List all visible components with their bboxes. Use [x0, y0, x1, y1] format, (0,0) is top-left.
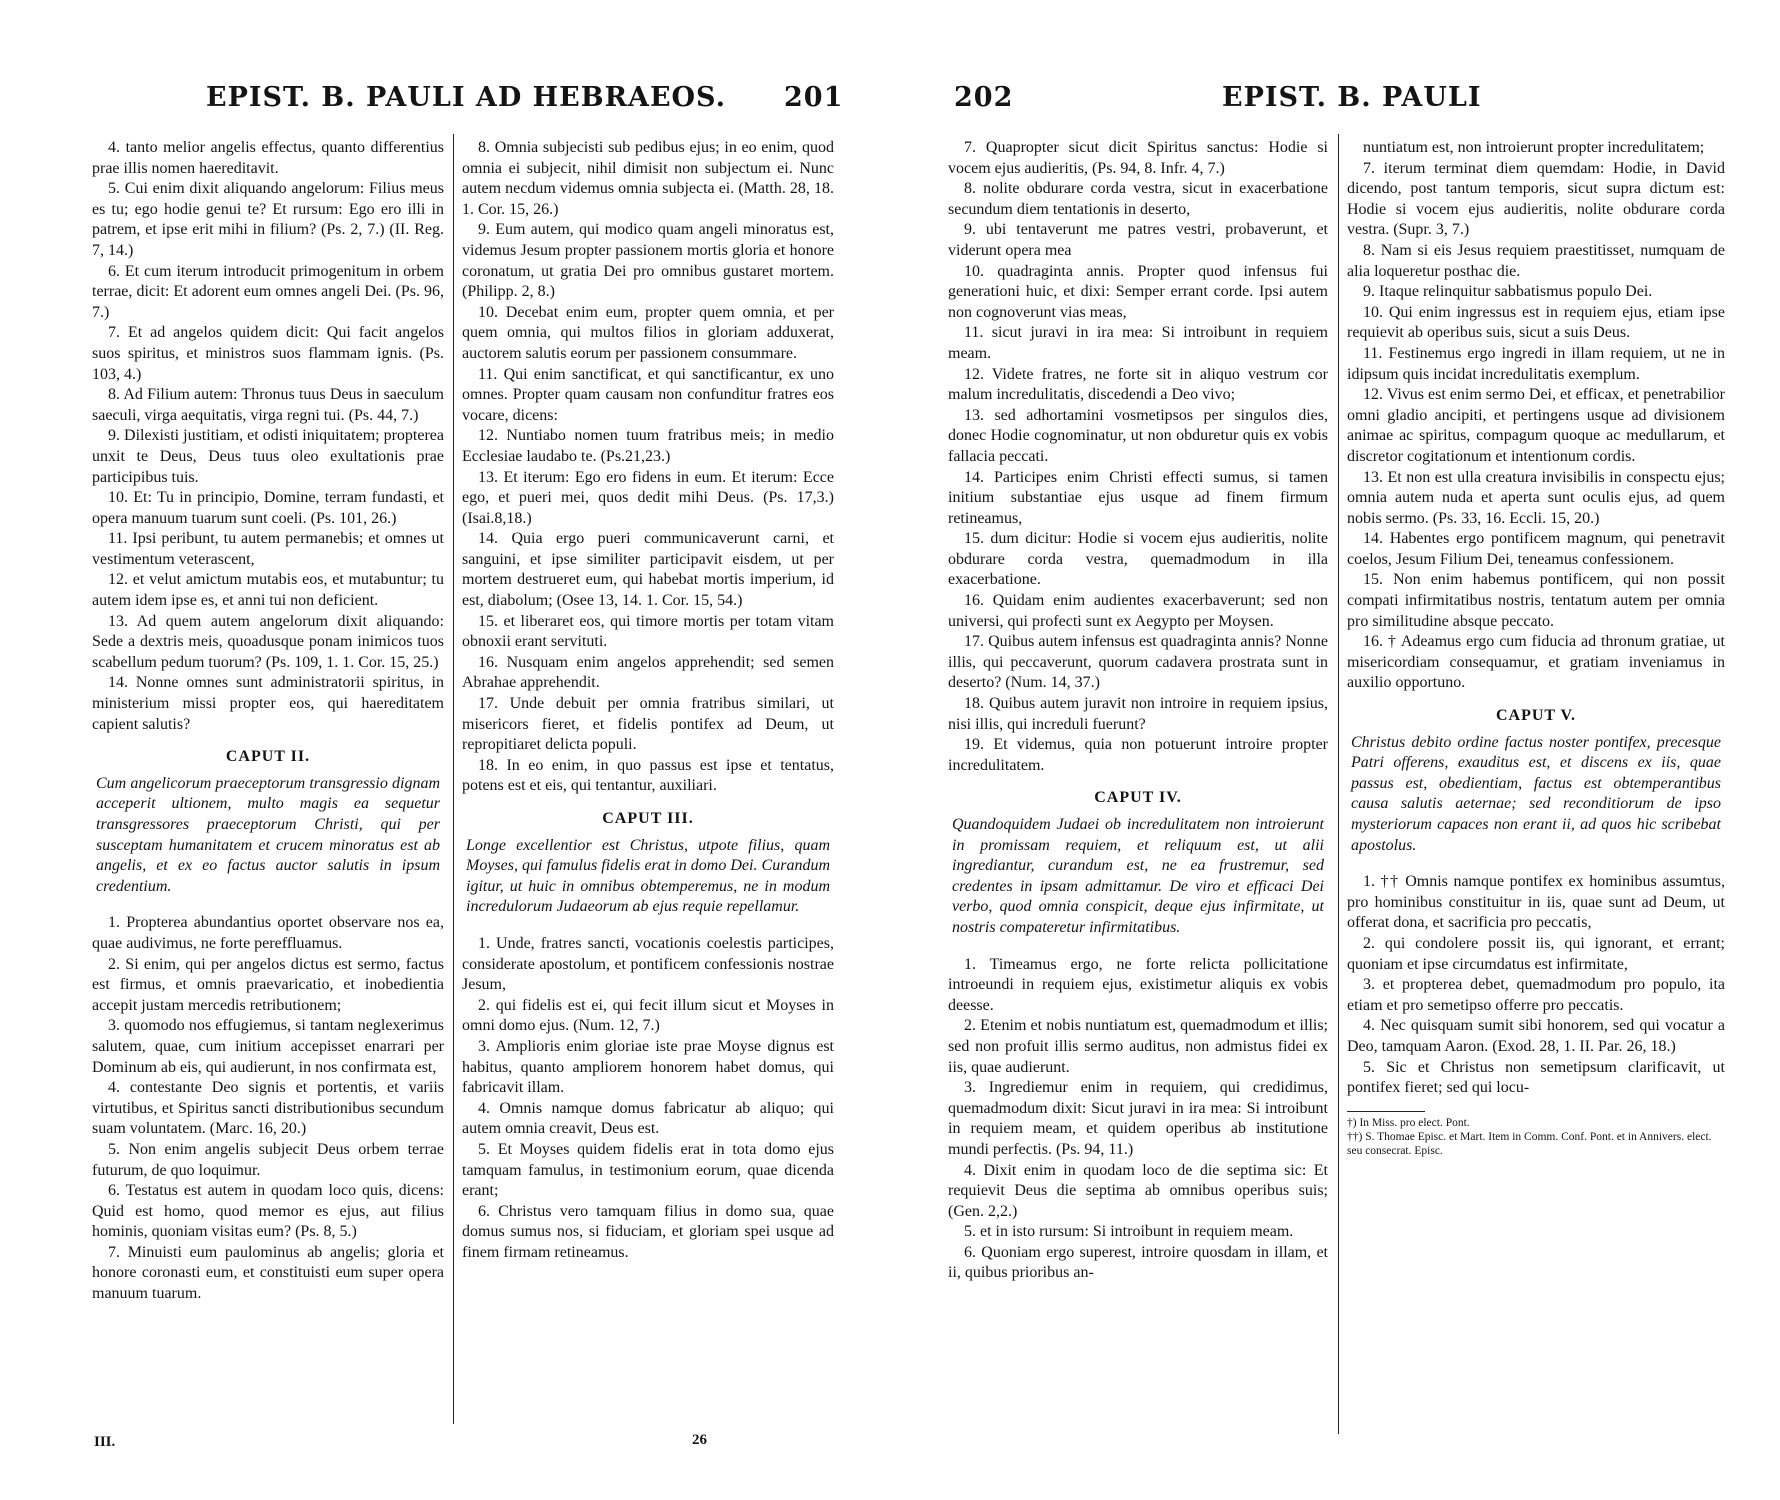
- verse: 18. Quibus autem juravit non introire in requiem ipsius, nisi illis, qui increduli fuerunt?: [948, 695, 1328, 733]
- footnote-rule: [1347, 1111, 1425, 1112]
- verse: 8. Ad Filium autem: Thronus tuus Deus in saeculum saeculi, virga aequitatis, virga regni tui. (Ps. 44, 7.): [92, 386, 444, 424]
- verse: 12. et velut amictum mutabis eos, et mutabuntur; tu autem idem ipse es, et anni tui non deficient.: [92, 571, 444, 610]
- verse-list-bottom: [92, 913, 444, 1304]
- verse: 14. Nonne omnes sunt administratorii spiritus, in ministerium missi propter eos, qui haereditatem capient salutis?: [92, 674, 444, 733]
- verse: 15. Non enim habemus pontificem, qui non possit compati infirmitatibus nostris, tentatum autem per omnia pro similitudine absque peccato.: [1347, 571, 1725, 630]
- right-page: [910, 0, 1780, 1500]
- verse: 15. dum dicitur: Hodie si vocem ejus audieritis, nolite obdurare corda vestra, quemadmodum in illa exacerbatione.: [948, 530, 1328, 589]
- verse: 3. Ingrediemur enim in requiem, qui credidimus, quemadmodum dixit: Sicut juravi in ira mea: Si introibunt in requiem meam, et quidem operibus ab institutione mundi perfectis. (Ps. 94, 11.): [948, 1079, 1328, 1158]
- page-number-202: 202: [954, 82, 1014, 113]
- verse-list-bottom: [948, 955, 1328, 1285]
- verse: 5. et in isto rursum: Si introibunt in requiem meam.: [964, 1223, 1294, 1241]
- verse: 11. Festinemus ergo ingredi in illam requiem, ut ne in idipsum quis incidat incredulitatis exemplum.: [1347, 344, 1725, 383]
- signature-mark-26: 26: [692, 1432, 707, 1448]
- verse: 2. qui condolere possit iis, qui ignorant, et errant; quoniam et ipse circumdatus est infirmitate,: [1347, 934, 1725, 973]
- verse: 9. Itaque relinquitur sabbatismus populo Dei.: [1363, 283, 1653, 301]
- verse: 16. Nusquam enim angelos apprehendit; sed semen Abrahae apprehendit.: [462, 653, 834, 692]
- verse: 13. Et iterum: Ego ero fidens in eum. Et iterum: Ecce ego, et pueri mei, quos dedit mihi Deus. (Ps. 17,3.) (Isai.8,18.): [462, 468, 834, 527]
- right-page-column-1: [948, 138, 1328, 1284]
- verse: 11. Qui enim sanctificat, et qui sanctificantur, ex uno omnes. Propter quam causam non confunditur fratres eos vocare, dicens:: [462, 365, 834, 424]
- left-page-column-1: [92, 138, 444, 1305]
- caput-heading: CAPUT IV.: [1094, 789, 1182, 807]
- left-page-column-2: [462, 138, 834, 1263]
- caput-summary: Cum angelicorum praeceptorum transgressio dignam acceperit ultionem, multo magis ea sequetur transgressores praeceptorum Christi, qui per susceptam humanitatem et crucem minoratus est ab angelis, et ex eo factus auctor salutis in ipsum credentium.: [96, 774, 440, 895]
- verse: 2. qui fidelis est ei, qui fecit illum sicut et Moyses in omni domo ejus. (Num. 12, 7.): [462, 996, 834, 1035]
- caput-summary: Quandoquidem Judaei ob incredulitatem non introierunt in promissam requiem, et reliquum est, ut alii ingrediantur, curandum est, ne ea frustremur, sed credentes in ipsam admittamur. De viro et efficaci Dei verbo, quod omnia conspicit, deque ejus infirmitate, ut nostris compateretur infirmitatibus.: [952, 816, 1324, 936]
- page-number-201: 201: [784, 82, 844, 113]
- verse: 9. ubi tentaverunt me patres vestri, probaverunt, et viderunt opera mea: [948, 221, 1328, 259]
- verse: 12. Videte fratres, ne forte sit in aliquo vestrum cor malum incredulitatis, discedendi a Deo vivo;: [948, 365, 1328, 404]
- verse: 14. Habentes ergo pontificem magnum, qui penetravit coelos, Jesum Filium Dei, teneamus confessionem.: [1347, 530, 1725, 568]
- verse: 5. Sic et Christus non semetipsum clarificavit, ut pontifex fieret; sed qui locu-: [1347, 1058, 1725, 1097]
- verse: 5. Non enim angelis subjecit Deus orbem terrae futurum, de quo loquimur.: [92, 1140, 444, 1179]
- verse: 8. Omnia subjecisti sub pedibus ejus; in eo enim, quod omnia ei subjecit, nihil dimisit non subjectum ei. Nunc autem necdum videmus omnia subjecta ei. (Matth. 28, 18. 1. Cor. 15, 26.): [462, 139, 834, 218]
- caput-heading: CAPUT II.: [225, 748, 311, 766]
- verse: 7. iterum terminat diem quemdam: Hodie, in David dicendo, post tantum temporis, sicut supra dictum est: Hodie si vocem ejus audieritis, nolite obdurare corda vestra. (Supr. 3, 7.): [1347, 159, 1725, 239]
- verse-list-bottom: [1347, 872, 1725, 1099]
- verse-list-top: [462, 138, 834, 797]
- verse: 4. Nec quisquam sumit sibi honorem, sed qui vocatur a Deo, tamquam Aaron. (Exod. 28, 1. II. Par. 26, 18.): [1347, 1017, 1725, 1055]
- verse: 9. Eum autem, qui modico quam angeli minoratus est, videmus Jesum propter passionem mortis gloria et honore coronatum, ut gratia Dei pro omnibus gustaret mortem. (Philipp. 2, 8.): [462, 221, 834, 301]
- verse: 16. Quidam enim audientes exacerbaverunt; sed non universi, qui profecti sunt ex Aegypto per Moysen.: [948, 592, 1328, 630]
- verse-list-bottom: [462, 934, 834, 1264]
- caput-heading: CAPUT III.: [602, 810, 694, 827]
- verse-list-top: [948, 138, 1328, 776]
- verse: 1. Timeamus ergo, ne forte relicta pollicitatione introeundi in requiem ejus, existimetur aliquis ex vobis deesse.: [948, 955, 1328, 1014]
- verse: 6. Quoniam ergo superest, introire quosdam in illam, et ii, quibus prioribus an-: [948, 1243, 1328, 1282]
- right-page-column-2: [1347, 138, 1725, 1158]
- verse: 7. Quapropter sicut dicit Spiritus sanctus: Hodie si vocem ejus audieritis, (Ps. 94, 8. Infr. 4, 7.): [948, 139, 1328, 177]
- verse: 4. contestante Deo signis et portentis, et variis virtutibus, et Spiritus sancti distributionibus secundum suam voluntatem. (Marc. 16, 20.): [92, 1079, 444, 1138]
- verse: 6. Christus vero tamquam filius in domo sua, quae domus sumus nos, si fiduciam, et gloriam spei usque ad finem firmam retineamus.: [462, 1202, 834, 1261]
- verse: 10. quadraginta annis. Propter quod infensus fui generationi huic, et dixi: Semper errant corde. Ipsi autem non cognoverunt vias meas,: [948, 262, 1328, 321]
- running-header-right: EPIST. B. PAULI: [1222, 82, 1482, 113]
- verse: 17. Unde debuit per omnia fratribus similari, ut misericors fieret, et fidelis pontifex ad Deum, ut repropitiaret delicta populi.: [462, 695, 834, 754]
- verse: 10. Qui enim ingressus est in requiem ejus, etiam ipse requievit ab operibus suis, sicut a suis Deus.: [1347, 303, 1725, 342]
- verse: 6. Testatus est autem in quodam loco quis, dicens: Quid est homo, quod memor es ejus, aut filius hominis, quoniam visitas eum? (Ps. 8, 5.): [92, 1182, 444, 1241]
- caput-summary: Christus debito ordine factus noster pontifex, precesque Patri offerens, exauditus est, et discens ex iis, quae passus est, obedientiam, factus est obtemperantibus causa salutis aeternae; sed reconditiorum de ipso mysteriorum capaces non erant ii, ad quos hic scribebat apostolus.: [1351, 733, 1721, 854]
- verse: 11. sicut juravi in ira mea: Si introibunt in requiem meam.: [948, 324, 1328, 362]
- verse: 18. In eo enim, in quo passus est ipse et tentatus, potens est et eis, qui tentantur, auxiliari.: [462, 756, 834, 795]
- verse: 3. et propterea debet, quemadmodum pro populo, ita etiam et pro semetipso offerre pro peccatis.: [1347, 976, 1725, 1014]
- verse: 10. Decebat enim eum, propter quem omnia, et per quem omnia, qui multos filios in gloriam adduxerat, auctorem salutis eorum per passionem consummare.: [462, 303, 834, 362]
- verse: 14. Participes enim Christi effecti sumus, si tamen initium substantiae ejus usque ad finem firmum retineamus,: [948, 468, 1328, 527]
- verse: 13. Et non est ulla creatura invisibilis in conspectu ejus; omnia autem nuda et aperta sunt oculis ejus, ad quem nobis sermo. (Ps. 33, 16. Eccli. 15, 20.): [1347, 468, 1725, 527]
- verse: 17. Quibus autem infensus est quadraginta annis? Nonne illis, qui peccaverunt, quorum cadavera prostrata sunt in deserto? (Num. 14, 37.): [948, 633, 1328, 692]
- footnote: ††) S. Thomae Episc. et Mart. Item in Comm. Conf. Pont. et in Annivers. elect. seu consecrat. Episc.: [1347, 1130, 1712, 1157]
- verse: 2. Si enim, qui per angelos dictus est sermo, factus est firmus, et omnis praevaricatio, et inobedientia accepit justam mercedis retributionem;: [92, 955, 444, 1014]
- verse: 10. Et: Tu in principio, Domine, terram fundasti, et opera manuum tuarum sunt coeli. (Ps. 101, 26.): [92, 489, 444, 527]
- left-page: [0, 0, 850, 1500]
- verse: 1. Propterea abundantius oportet observare nos ea, quae audivimus, ne forte pereffluamus.: [92, 914, 444, 952]
- verse: nuntiatum est, non introierunt propter incredulitatem;: [1363, 139, 1705, 156]
- verse: 1. †† Omnis namque pontifex ex hominibus assumtus, pro hominibus constituitur in iis, quae sunt ad Deum, ut offerat dona, et sacrificia pro peccatis,: [1347, 873, 1725, 932]
- verse-list-top: [1347, 138, 1725, 694]
- verse: 9. Dilexisti justitiam, et odisti iniquitatem; propterea unxit te Deus, Deus tuus oleo exultationis prae participibus tuis.: [92, 427, 444, 486]
- verse: 4. Dixit enim in quodam loco de die septima sic: Et requievit Deus die septima ab omnibus operibus suis; (Gen. 2,2.): [948, 1161, 1328, 1220]
- verse: 19. Et videmus, quia non potuerunt introire propter incredulitatem.: [948, 736, 1328, 774]
- verse: 8. nolite obdurare corda vestra, sicut in exacerbatione secundum diem tentationis in deserto,: [948, 180, 1328, 218]
- verse: 16. † Adeamus ergo cum fiducia ad thronum gratiae, ut misericordiam consequamur, et gratiam inveniamus in auxilio opportuno.: [1347, 633, 1725, 692]
- verse: 6. Et cum iterum introducit primogenitum in orbem terrae, dicit: Et adorent eum omnes angeli Dei. (Ps. 96, 7.): [92, 262, 444, 321]
- signature-mark-left: III.: [94, 1434, 116, 1450]
- verse: 12. Nuntiabo nomen tuum fratribus meis; in medio Ecclesiae laudabo te. (Ps.21,23.): [462, 427, 834, 465]
- verse: 11. Ipsi peribunt, tu autem permanebis; et omnes ut vestimentum veterascent,: [92, 530, 444, 568]
- verse: 7. Et ad angelos quidem dicit: Qui facit angelos suos spiritus, et ministros suos flammam ignis. (Ps. 103, 4.): [92, 324, 444, 383]
- verse: 15. et liberaret eos, qui timore mortis per totam vitam obnoxii erant servituti.: [462, 612, 834, 651]
- verse: 14. Quia ergo pueri communicaverunt carni, et sanguini, et ipse similiter participavit eisdem, ut per mortem destrueret eum, qui habebat mortis imperium, id est, diabolum; (Osee 13, 14. 1. Cor. 15, 54.): [462, 530, 834, 610]
- column-rule: [1338, 134, 1339, 1434]
- verse: 5. Cui enim dixit aliquando angelorum: Filius meus es tu; ego hodie genui te? Et rursum: Ego ero illi in patrem, et ipse erit mihi in filium? (Ps. 2, 7.) (II. Reg. 7, 14.): [92, 180, 444, 259]
- verse: 2. Etenim et nobis nuntiatum est, quemadmodum et illis; sed non profuit illis sermo auditus, non admistus fidei ex iis, quae audierunt.: [948, 1017, 1328, 1076]
- verse: 4. Omnis namque domus fabricatur ab aliquo; qui autem omnia creavit, Deus est.: [462, 1099, 834, 1138]
- verse: 12. Vivus est enim sermo Dei, et efficax, et penetrabilior omni gladio ancipiti, et pertingens usque ad divisionem animae ac spiritus, compagum quoque ac medullarum, et discretor cogitationum et intentionum cordis.: [1347, 386, 1725, 465]
- column-rule: [453, 134, 454, 1424]
- verse: 5. Et Moyses quidem fidelis erat in tota domo ejus tamquam famulus, in testimonium eorum, quae dicenda erant;: [462, 1140, 834, 1200]
- verse: 13. sed adhortamini vosmetipsos per singulos dies, donec Hodie cognominatur, ut non obduretur quis ex vobis fallacia peccati.: [948, 406, 1328, 465]
- verse: 1. Unde, fratres sancti, vocationis coelestis participes, considerate apostolum, et pontificem confessionis nostrae Jesum,: [462, 934, 834, 994]
- verse-list-top: [92, 138, 444, 735]
- footnotes: [1347, 1116, 1725, 1158]
- running-header-left: EPIST. B. PAULI AD HEBRAEOS.: [206, 82, 726, 113]
- verse: 7. Minuisti eum paulominus ab angelis; gloria et honore coronasti eum, et constituisti eum super opera manuum tuarum.: [92, 1243, 444, 1303]
- caput-heading: CAPUT V.: [1495, 707, 1577, 725]
- verse: 3. Amplioris enim gloriae iste prae Moyse dignus est habitus, quanto ampliorem honorem habet domus, qui fabricavit illam.: [462, 1037, 834, 1097]
- verse: 4. tanto melior angelis effectus, quanto differentius prae illis nomen haereditavit.: [92, 139, 444, 177]
- verse: 8. Nam si eis Jesus requiem praestitisset, numquam de alia loqueretur posthac die.: [1347, 241, 1725, 280]
- verse: 3. quomodo nos effugiemus, si tantam neglexerimus salutem, quae, cum initium accepisset enarrari per Dominum ab eis, qui audierunt, in nos confirmata est,: [92, 1017, 444, 1076]
- footnote: †) In Miss. pro elect. Pont.: [1347, 1116, 1470, 1129]
- verse: 13. Ad quem autem angelorum dixit aliquando: Sede a dextris meis, quoadusque ponam inimicos tuos scabellum pedum tuorum? (Ps. 109, 1. 1. Cor. 15, 25.): [92, 612, 444, 671]
- caput-summary: Longe excellentior est Christus, utpote filius, quam Moyses, qui famulus fidelis erat in domo Dei. Curandum igitur, ut huic in omnibus obtemperemus, ne in modum incredulorum Judaeorum ab ejus requie repellamur.: [466, 836, 830, 916]
